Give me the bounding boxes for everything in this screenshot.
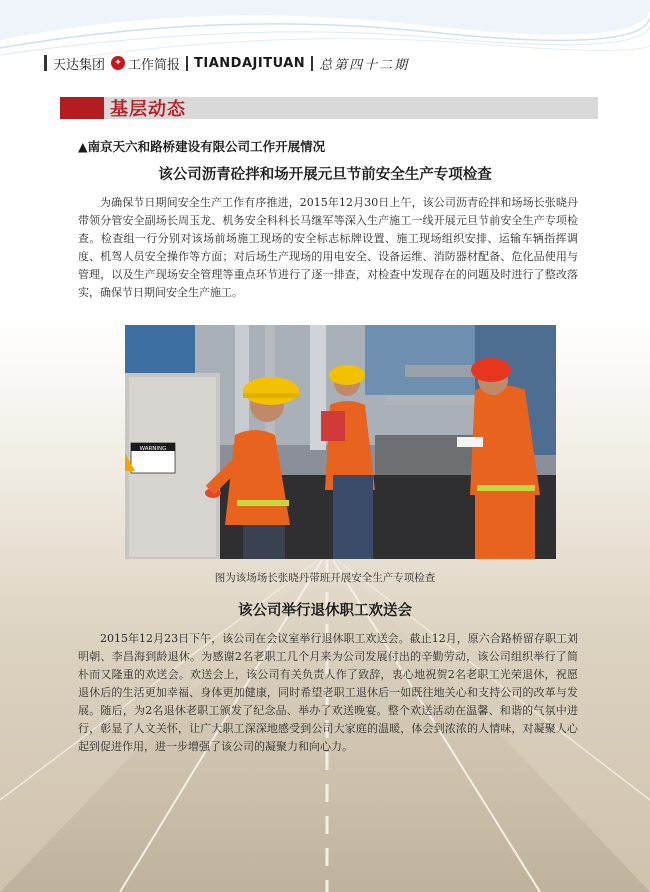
brand-name-cn: 天达集团	[53, 57, 106, 73]
brand-name-en: TIANDAJITUAN	[194, 55, 306, 71]
masthead	[44, 52, 409, 74]
company-logo-icon: ✦	[111, 56, 125, 70]
warning-sign-text: WARNING	[139, 446, 167, 452]
company-heading: ▲南京天六和路桥建设有限公司工作开展情况	[78, 139, 326, 154]
section-header-accent	[60, 97, 104, 119]
photo-caption: 图为该场场长张晓丹带班开展安全生产专项检查	[214, 572, 436, 584]
masthead-separator	[186, 56, 188, 71]
inspection-photo	[125, 325, 556, 559]
issue-number: 总第四十二期	[319, 57, 410, 73]
inspection-photo-illustration	[125, 325, 556, 559]
article-title-safety-inspection: 该公司沥青砼拌和场开展元旦节前安全生产专项检查	[158, 166, 492, 183]
article-paragraph-safety-inspection: 为确保节日期间安全生产工作有序推进，2015年12月30日上午，该公司沥青砼拌和场场长张晓丹带领分管安全副场长周玉龙、机务安全科科长马继军等深入生产施工一线开展元旦节前安全生产专项检查。检查组一行分别对该场前场施工现场的安全标志标牌设置、施工现场组织安排、运输车辆指挥调度、机驾人员安全操作等方面；对后场生产现场的用电安全、设备运维、消防器材配备、危化品使用与管理，以及生产现场安全管理等重点环节进行了逐一排查，对检查中发现存在的问题及时进行了整改落实，确保节日期间安全生产施工。	[78, 196, 578, 299]
article-paragraph-retirement-farewell: 2015年12月23日下午，该公司在会议室举行退休职工欢送会。截止12月，原六合路桥留存职工刘明朝、李昌海到龄退休。为感谢2名老职工几个月来为公司发展付出的辛勤劳动，该公司组织举行了简朴而又隆重的欢送会。欢送会上，该公司有关负责人作了致辞，衷心地祝贺2名老职工光荣退休，祝愿退休后的生活更加幸福、身体更加健康，同时希望老职工退休后一如既往地关心和支持公司的改革与发展。随后，为2名退休老职工颁发了纪念品、举办了欢送晚宴。整个欢送活动在温馨、和谐的气氛中进行，彰显了人文关怀，让广大职工深深地感受到公司大家庭的温暖，体会到浓浓的人情味，对凝聚人心起到促进作用，进一步增强了该公司的凝聚力和向心力。	[78, 632, 578, 753]
masthead-bar	[44, 55, 47, 71]
newsletter-name: 工作简报	[128, 57, 181, 73]
article-title-retirement-farewell: 该公司举行退休职工欢送会	[238, 602, 412, 619]
masthead-separator	[311, 56, 313, 71]
section-title: 基层动态	[110, 99, 186, 120]
